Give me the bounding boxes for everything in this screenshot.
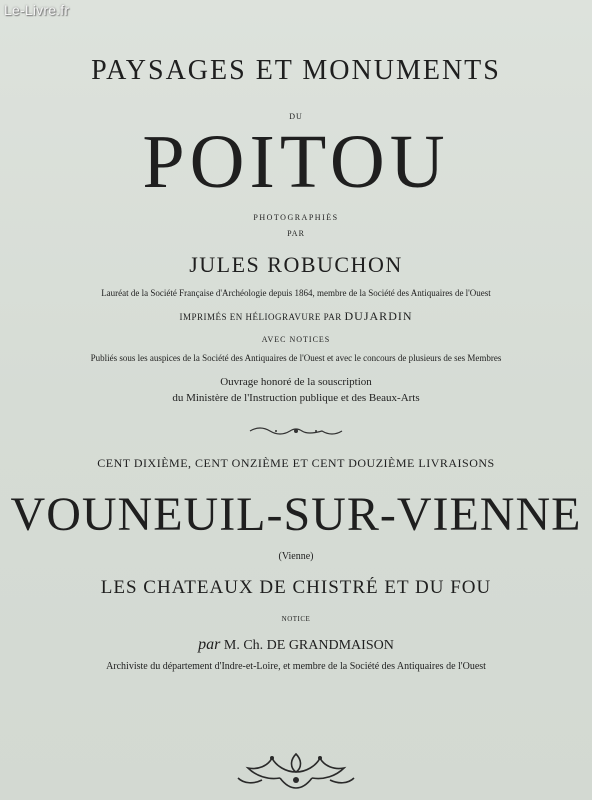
photographies-label: PHOTOGRAPHIÉS [253,213,339,222]
publication-note: Publiés sous les auspices de la Société des Antiquaires de l'Ouest et avec le concours de plusieurs de ses Membres [90,353,502,363]
notices-label: AVEC NOTICES [261,335,331,344]
department-label: (Vienne) [278,551,314,562]
watermark: Le-Livre.fr [4,2,70,18]
notice-label: NOTICE [281,615,311,623]
series-title: PAYSAGES ET MONUMENTS [91,55,501,86]
ministry-note: du Ministère de l'Instruction publique et des Beaux-Arts [172,392,420,404]
byline-credentials: Archiviste du département d'Indre-et-Loire, et membre de la Société des Antiquaires de l'Ouest [106,661,486,672]
subscription-note: Ouvrage honoré de la souscription [220,376,372,388]
divider-ornament-icon [246,425,346,437]
byline-par: par [198,636,221,653]
byline-name: M. Ch. DE GRANDMAISON [223,638,394,653]
author-credentials: Lauréat de la Société Française d'Archéologie depuis 1864, membre de la Société des Antiquaires de l'Ouest [101,288,491,298]
byline [0,636,592,654]
subtitle: LES CHATEAUX DE CHISTRÉ ET DU FOU [100,577,492,598]
printer-prefix: IMPRIMÉS EN HÉLIOGRAVURE PAR [179,312,342,322]
fleuron-ornament-icon [232,748,360,792]
par-label: PAR [287,229,305,238]
place-title: VOUNEUIL-SUR-VIENNE [10,488,582,541]
issue-numbers: CENT DIXIÈME, CENT ONZIÈME ET CENT DOUZIÈME LIVRAISONS [97,456,495,470]
region-title: POITOU [142,122,450,202]
printer-line [0,309,592,324]
series-title-du: DU [289,112,303,121]
printer-name: DUJARDIN [344,309,413,323]
author-name: JULES ROBUCHON [189,252,403,277]
